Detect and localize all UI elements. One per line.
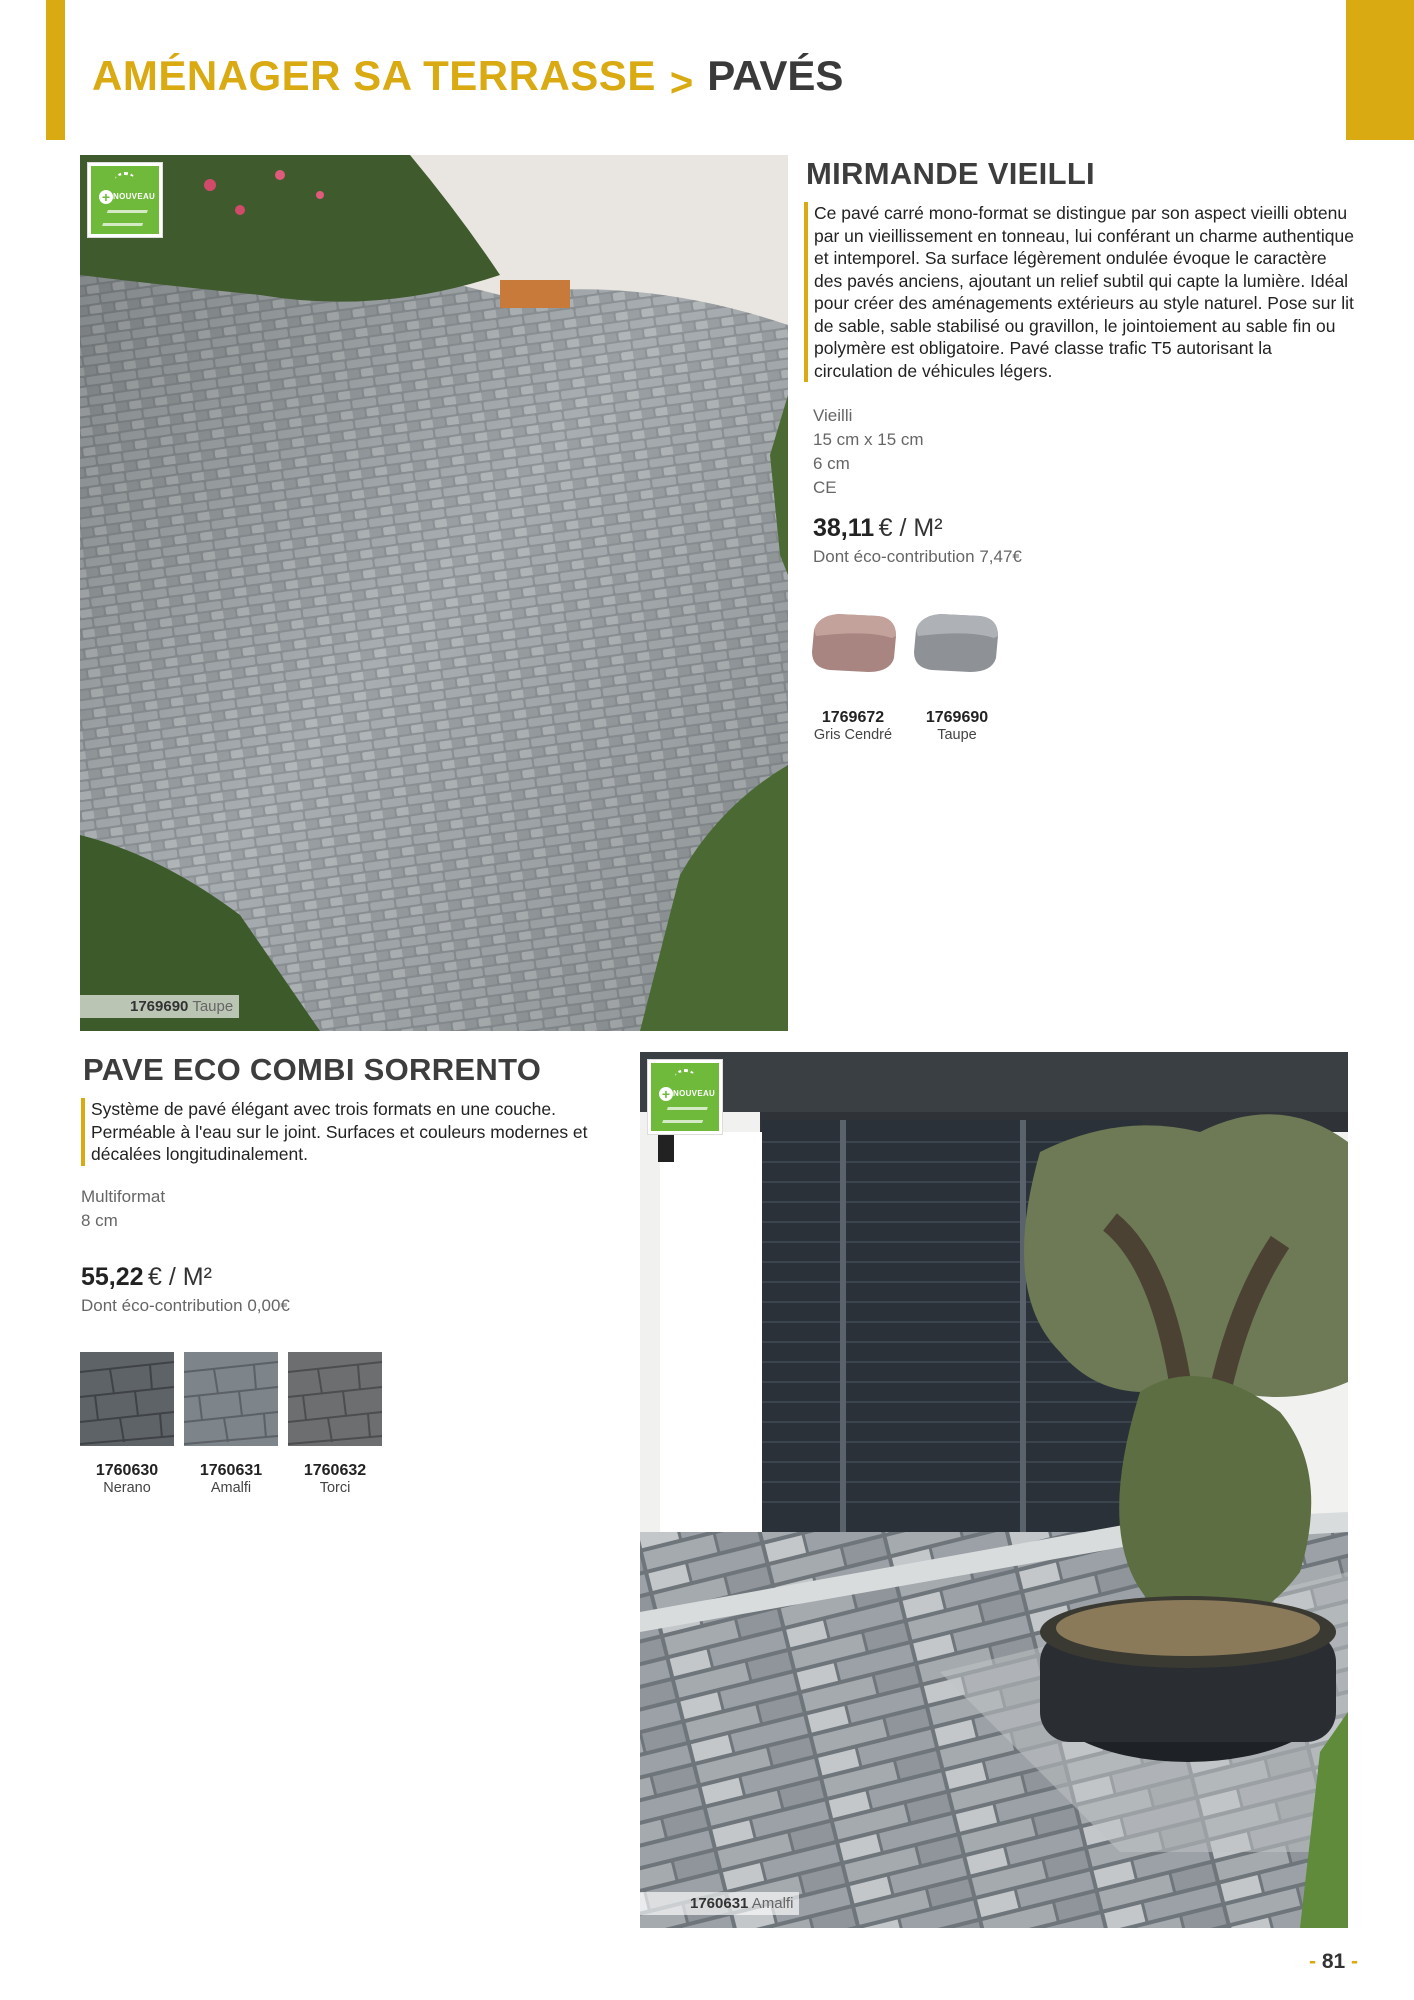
swatch-name: Amalfi [210, 1480, 252, 1496]
product-price [81, 1263, 212, 1292]
swatch-code: 1769690 [925, 709, 989, 726]
product-specs [813, 404, 924, 500]
swatch-image [80, 1352, 174, 1446]
breadcrumb-separator: > [669, 61, 694, 105]
swatch-name: Nerano [103, 1480, 151, 1496]
swatch-label [176, 1462, 286, 1496]
product-description: Système de pavé élégant avec trois formats en une couche. Perméable à l'eau sur le joint. Surfaces et couleurs modernes et décalées longitudinalement. [81, 1098, 601, 1166]
swatch-image [288, 1352, 382, 1446]
swatch-image [910, 608, 1002, 678]
eco-contribution: Dont éco-contribution 7,47€ [813, 547, 1022, 566]
section-title: AMÉNAGER SA TERRASSE [92, 52, 656, 99]
swatch-name: Taupe [937, 727, 977, 743]
header-accent-bar-left [46, 0, 65, 140]
product-specs [81, 1185, 165, 1233]
swatch-code: 1760630 [95, 1462, 159, 1479]
swatch-code: 1760632 [303, 1462, 367, 1479]
category-title: PAVÉS [707, 52, 844, 99]
caption-color: Amalfi [751, 1895, 794, 1912]
caption-code: 1760631 [690, 1895, 749, 1912]
swatch-code: 1760631 [199, 1462, 263, 1479]
photo-caption [80, 995, 239, 1018]
product-title: PAVE ECO COMBI SORRENTO [83, 1052, 542, 1087]
caption-code: 1769690 [130, 998, 189, 1015]
mirmande-photo [80, 155, 788, 1031]
eco-contribution: Dont éco-contribution 0,00€ [81, 1296, 290, 1315]
price-value: 38,11 [813, 514, 875, 542]
spec-thickness: 6 cm [813, 454, 850, 473]
spec-thickness: 8 cm [81, 1211, 118, 1230]
spec-format: Multiformat [81, 1187, 166, 1206]
page-title [92, 52, 843, 112]
sorrento-photo [640, 1052, 1348, 1928]
product-description: Ce pavé carré mono-format se distingue par son aspect vieilli obtenu par un vieillissement en tonneau, lui conférant un charme authentique et intemporel. Sa surface légèrement ondulée évoque le caractère des pavés anciens, ajoutant un relief subtil qui capte la lumière. Idéal pour créer des aménagements extérieurs au style naturel. Pose sur lit de sable, sable stabilisé ou gravillon, le jointoiement au sable fin ou polymère est obligatoire. Pavé classe trafic T5 autorisant la circulation de véhicules légers. [804, 202, 1354, 382]
price-value: 55,22 [81, 1263, 144, 1291]
photo-caption [640, 1892, 799, 1915]
swatch-image [808, 608, 900, 678]
new-badge-icon: + NOUVEAU [648, 1060, 722, 1134]
product-title: MIRMANDE VIEILLI [806, 156, 1095, 191]
swatch-label [902, 709, 1012, 743]
swatch-name: Gris Cendré [813, 727, 893, 743]
swatch-label [280, 1462, 390, 1496]
product-price [813, 514, 943, 543]
header-accent-bar-right [1346, 0, 1414, 140]
spec-certification: CE [813, 478, 837, 497]
swatch-name: Torci [319, 1480, 351, 1496]
spec-dimensions: 15 cm x 15 cm [813, 430, 924, 449]
spec-finish: Vieilli [813, 406, 853, 425]
page-number-value: 81 [1321, 1950, 1346, 1973]
price-unit: € / M² [878, 514, 943, 542]
price-unit: € / M² [148, 1263, 212, 1291]
swatch-code: 1769672 [821, 709, 885, 726]
swatch-label [798, 709, 908, 743]
page-number: - 81 - [1308, 1950, 1358, 1973]
swatch-image [184, 1352, 278, 1446]
swatch-label [72, 1462, 182, 1496]
caption-color: Taupe [192, 998, 234, 1015]
new-badge-icon: + NOUVEAU [88, 163, 162, 237]
